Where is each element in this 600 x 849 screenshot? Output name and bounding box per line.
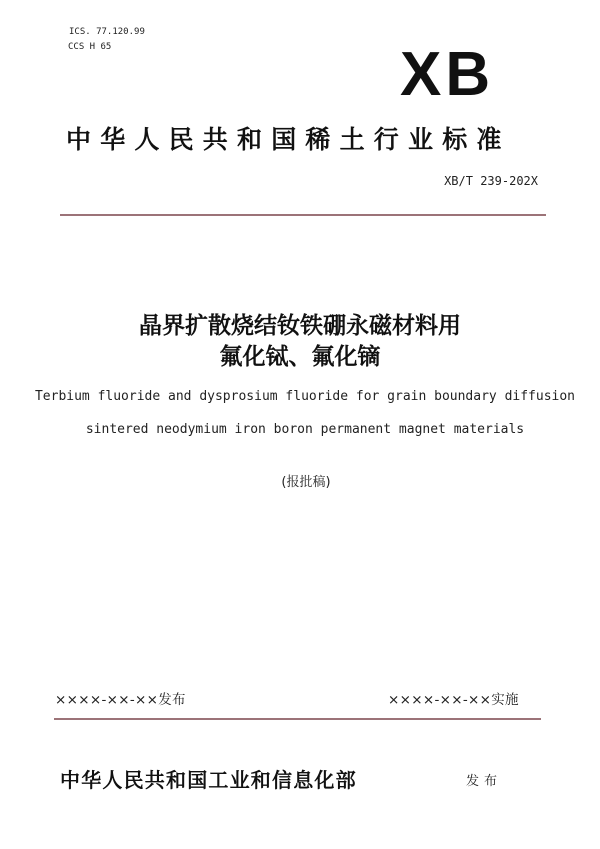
implement-date: ××××-××-××实施	[388, 692, 519, 708]
xb-logo: XB	[400, 40, 495, 109]
title-en-line1: Terbium fluoride and dysprosium fluoride for grain boundary diffusion	[34, 389, 576, 404]
draft-status: (报批稿)	[281, 475, 331, 490]
publish-date: ××××-××-××发布	[55, 692, 186, 708]
standard-number: XB/T 239-202X	[444, 174, 538, 188]
ics-code: ICS. 77.120.99	[69, 27, 145, 37]
title-en-line2: sintered neodymium iron boron permanent magnet materials	[85, 422, 525, 437]
ccs-code: CCS H 65	[68, 42, 112, 52]
bottom-divider	[54, 718, 541, 720]
top-divider	[60, 214, 546, 216]
issue-label: 发布	[466, 774, 503, 789]
title-cn-line1: 晶界扩散烧结钕铁硼永磁材料用	[139, 313, 461, 339]
standard-category-title: 中华人民共和国稀土行业标准	[66, 125, 511, 154]
issuer-name: 中华人民共和国工业和信息化部	[60, 768, 357, 792]
title-cn-line2: 氟化铽、氟化镝	[219, 344, 381, 370]
